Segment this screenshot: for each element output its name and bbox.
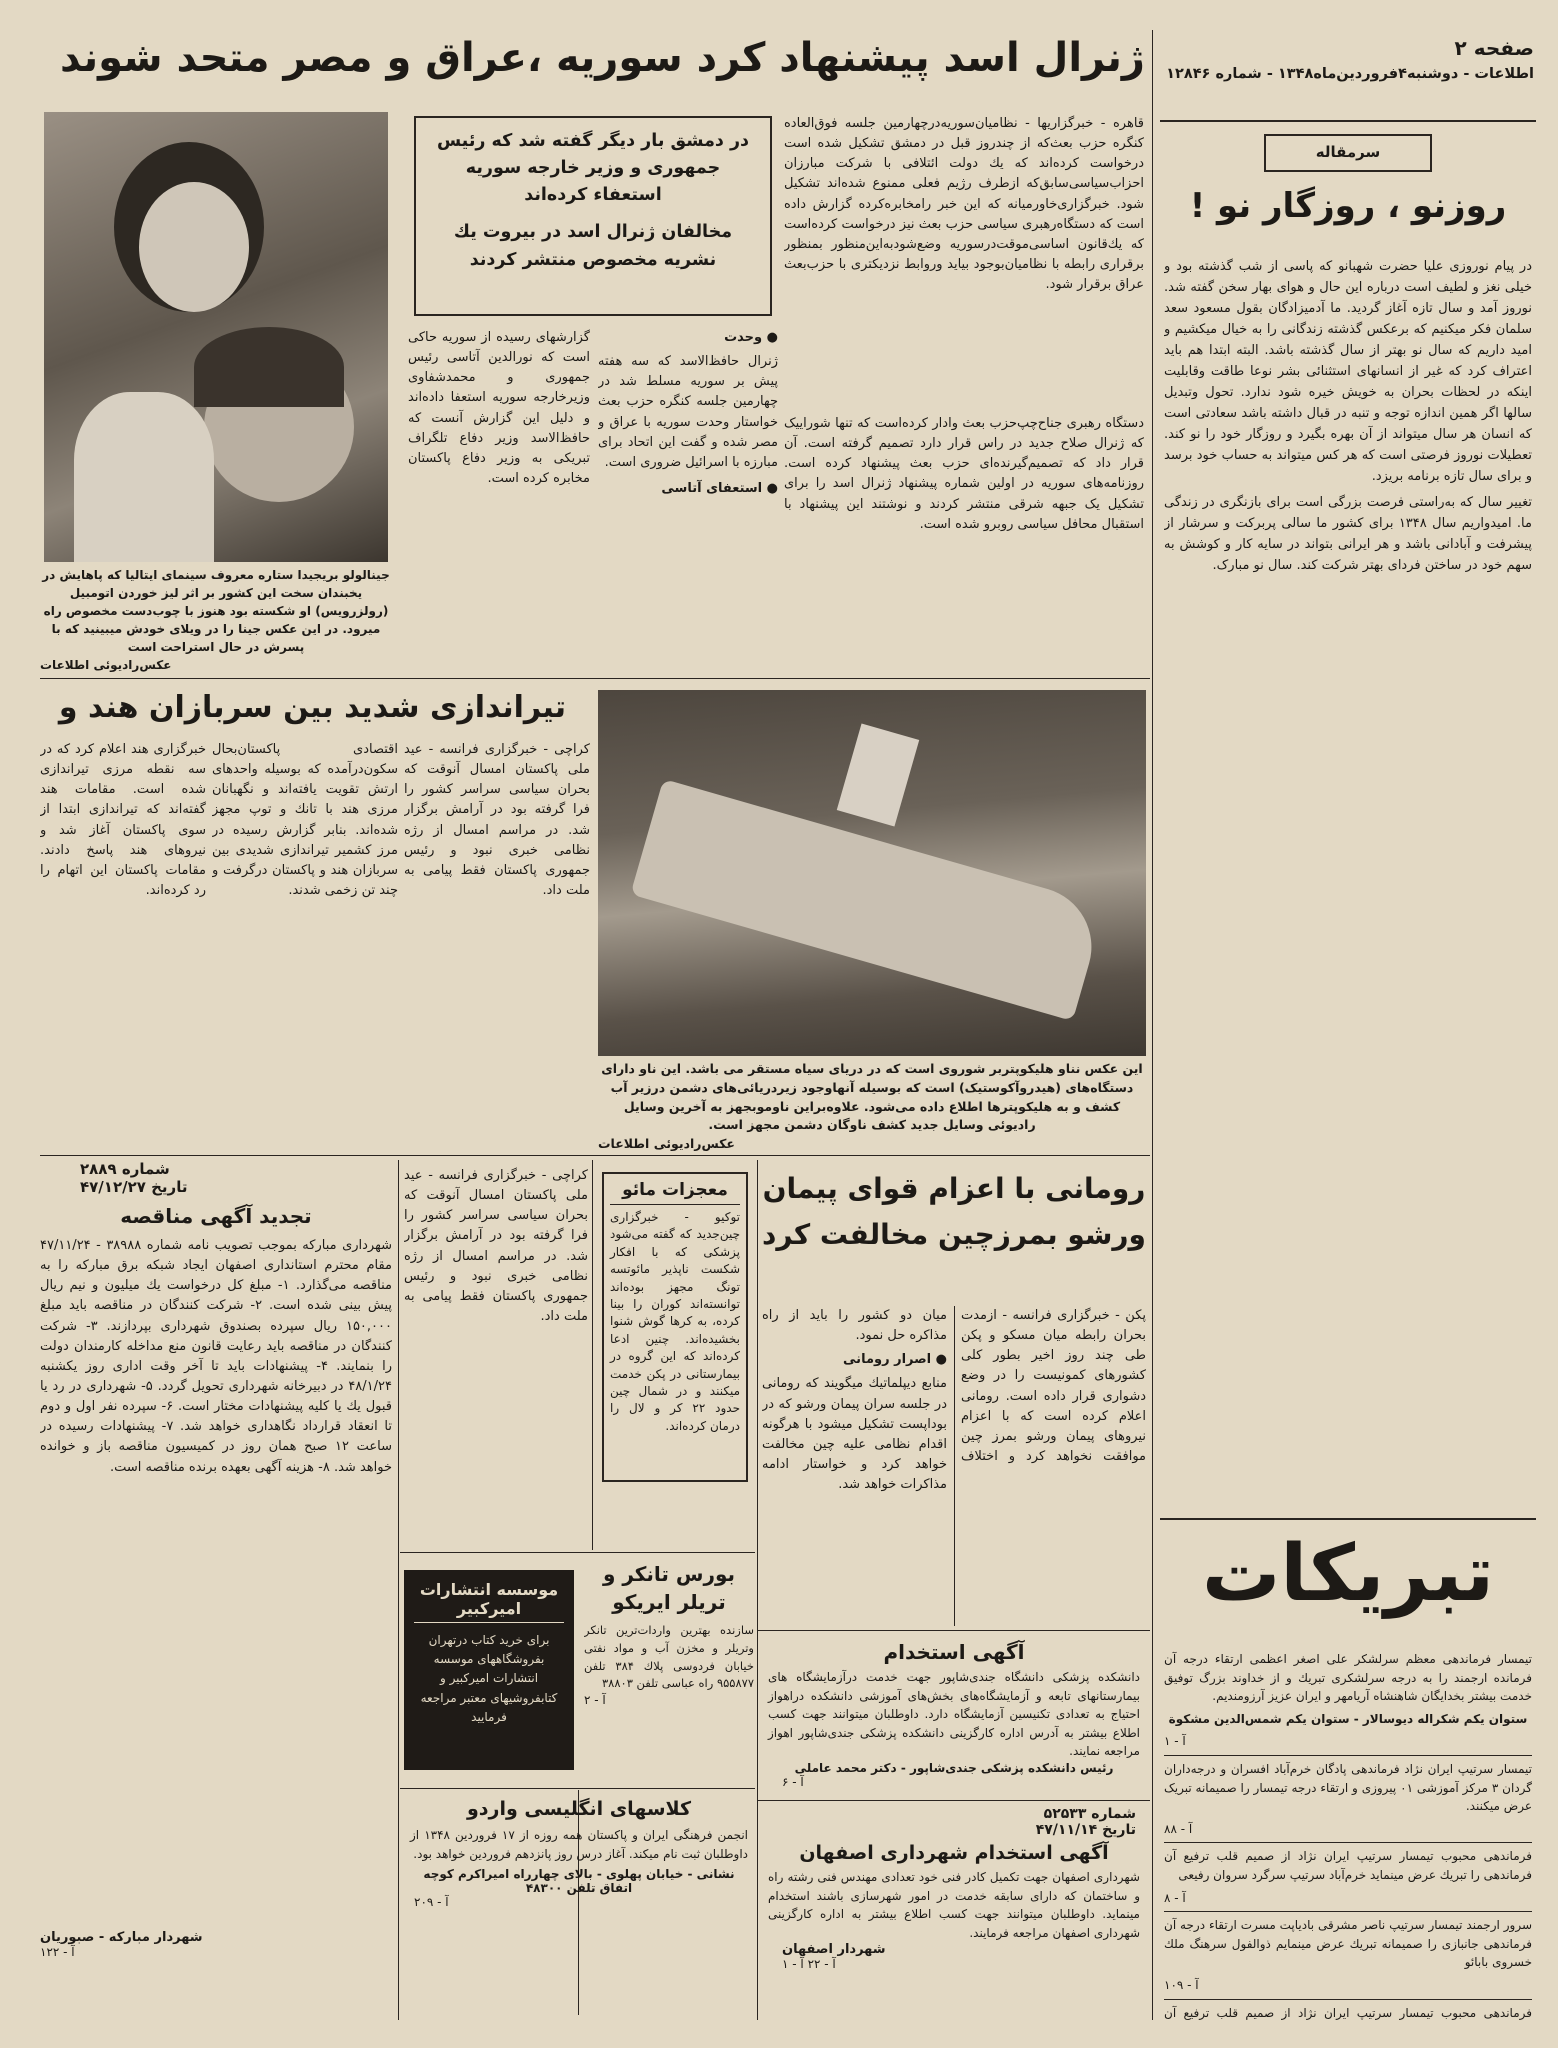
romania-subhead: ● اصرار رومانی	[843, 1352, 947, 1368]
borse-code: آ - ۲	[584, 1693, 606, 1708]
india-col2: اقتصادی پاکستان‌بحال سکون‌درآمده که بوسیله واحدهای ارتش تقویت یافته‌اند و نگهبانان مرزی هند با تانك و توپ مجهز شده‌اند. بنابر گزارش رسیده در مرز کشمیر تیراندازی شدیدی بین سربازان هند و پاکستان درگرفت و چند تن زخمی شدند.	[212, 742, 398, 898]
isfahan-codes: آ - ۲۲ آ - ۱	[782, 1957, 836, 1972]
syria-subhead-1: در دمشق بار دیگر گفته شد که رئیس جمهوری و وزیر خارجه سوریه استعفاء کرده‌اند	[436, 131, 750, 206]
tender-title: تجدید آگهی مناقصه	[120, 1204, 312, 1228]
photo1-caption-box	[40, 566, 392, 674]
romania-text-2: منابع دیپلماتیك میگویند که رومانی در جلسه سران پیمان ورشو که در بوداپست تشکیل میشود با هرگونه اقدام نظامی علیه چین مخالفت خواهد کرد و خواستار ادامه مذاکرات خواهد شد.	[762, 1376, 947, 1493]
syria-col1: قاهره - خبرگزاریها - نظامیان‌سوریه‌درچهارمین جلسه فوق‌العاده کنگره حزب بعث‌که از چندروز قبل در دمشق تشکیل شده است درخواست کرده‌اند که یك دولت ائتلافی با شرکت مبارزان احزاب‌سیاسی‌سابق‌که ازطرف رژیم فعلی ممنوع شده‌اند تشکیل شود. خبرگزاری‌خاورمیانه که این خبر رامخابره‌کرده گزارش داده است که دستگاه‌رهبری سیاسی حزب بعث نیز درخواست کرده‌است که یك‌قانون اساسی‌موقت‌درسوریه وضع‌شودبه‌این‌منظور بمنظور برقراری رابطه با نظامیان‌بوجود بیاید وروابط نزدیکتری با حزب‌بعث عراق برقرار شود.	[784, 116, 1144, 293]
employment-ad	[762, 1636, 1146, 1796]
tender-signature: شهردار مبارکه - صبوریان	[40, 1930, 203, 1945]
employment-title: آگهی استخدام	[883, 1640, 1025, 1664]
tender-code: آ - ۱۲۲	[40, 1945, 75, 1959]
photo-helicopter-carrier	[598, 690, 1146, 1056]
romania-col3: کراچی - خبرگزاری فرانسه - عید ملی پاکستان امسال آنوقت که بحران سیاسی سراسر کشور را فرا گرفته بود در آرامش برگزار شد. در مراسم امسال از رژه نظامی خبری نبود و رئیس جمهوری پاکستان فقط پیامی به ملت داد.	[404, 1168, 588, 1324]
editorial-headline: روزنو ، روزگار نو !	[1189, 186, 1507, 226]
condolence-code-4: آ - ۱۰۹	[1164, 1977, 1199, 1992]
india-col1: کراچی - خبرگزاری فرانسه - عید ملی پاکستان امسال آنوقت که بحران سیاسی سراسر کشور را فرا گرفته بود در آرامش برگزار شد. در مراسم امسال از رژه نظامی خبری نبود و رئیس جمهوری پاکستان فقط پیامی به ملت داد.	[404, 742, 590, 898]
romania-text-1: پکن - خبرگزاری فرانسه - ازمدت بحران رابطه میان مسکو و پکن طی چند روز اخیر بطور کلی کشورهای کمونیست را در وضع دشواری قرار داده است. رومانی اعلام کرده است که با اعزام نیروهای پیمان ورشو بمرز چین موافقت نخواهد کرد و اختلاف میان دو کشور را باید از راه مذاکره حل نمود.	[762, 1308, 1146, 1464]
condolence-list	[1164, 1650, 1532, 2020]
condolence-code-3: آ - ۸	[1164, 1890, 1186, 1905]
photo1-credit: عکس‌رادیوئی اطلاعات	[40, 658, 172, 672]
condolence-title: تبریکات	[1202, 1529, 1494, 1619]
syria-boxed-subheads	[414, 116, 772, 316]
editorial-label-box	[1264, 134, 1432, 172]
syria-subhead-resign: ● استعفای آتاسی	[661, 480, 778, 496]
syria-col3-text: ژنرال حافظ‌الاسد که سه هفته پیش بر سوریه مسلط شد در چهارمین جلسه کنگره حزب بعث خواستار وحدت سوریه با عراق و مصر شده و گفت این اتحاد برای مبارزه با اسرائیل ضروری است.	[598, 354, 778, 470]
english-classes-ad	[404, 1796, 754, 2016]
employment-signature: رئیس دانشکده پزشکی جندی‌شاپور - دکتر محمد عاملی	[794, 1760, 1114, 1775]
condolence-item-4: سرور ارجمند تیمسار سرتیپ ناصر مشرقی بادیاپت مسرت ارتقاء درجه آن فرماندهی جانبازی را صمیمانه تبریك عرض مینمایم ذوالفول سرهنگ ملك خسروی بابائو	[1164, 1918, 1532, 1970]
tender-number: شماره ۲۸۸۹	[80, 1160, 170, 1178]
condolence-item-1: تیمسار فرماندهی معظم سرلشکر علی اصغر اعظمی ارتقاء درجه آن فرمانده ارجمند را به درجه سرلشکری تبریك و از خداوند بزرگ توفیق خدمت بیشتر بخدایگان شاهنشاه آریامهر و ایران عزیز آرزومندیم.	[1164, 1652, 1532, 1704]
isfahan-body: شهرداری اصفهان جهت تکمیل کادر فنی خود تعدادی مهندس فنی رشته راه و ساختمان که دارای سابقه خدمت در امور شهرسازی باشند استخدام مینماید. داوطلبان میتوانند جهت کسب اطلاع بیشتر به اداره کارگزینی شهرداری اصفهان مراجعه فرمایند.	[768, 1870, 1140, 1940]
india-col3: خبرگزاری هند اعلام کرد که در سه نقطه مرزی تیراندازی شده است. مقامات هند گفته‌اند که تیراندازی ابتدا از سوی پاکستان آغاز شد و نیروهای هند پاسخ دادند. مقامات پاکستان این اتهام را رد کرده‌اند.	[40, 742, 206, 898]
mao-title: معجزات مائو	[610, 1180, 740, 1205]
borse-title: بورس تانکر و تریلر ایریکو	[602, 1562, 736, 1614]
editorial-body	[1164, 256, 1532, 1506]
tender-body: شهرداری مبارکه بموجب تصویب نامه شماره ۳۸۹۸۸ - ۴۷/۱۱/۲۴ مقام محترم استانداری اصفهان ایجاد شبکه برق مبارکه را به مناقصه می‌گذارد. ۱- مبلغ کل درخواست یك میلیون و نیم ریال پیش بینی شده است. ۲- شرکت کنندگان در مناقصه باید مبلغ ۱۵۰,۰۰۰ ریال سپرده بصندوق شهرداری بپردازند. ۳- شرکت کنندگان در مناقصه باید رعایت قانون منع مداخله کارمندان دولت را بنمایند. ۴- پیشنهادات باید تا آخر وقت اداری روز یکشنبه ۴۸/۱/۲۴ در دبیرخانه شهرداری تحویل گردد. ۵- شهرداری در رد یا قبول یك یا کلیه پیشنهادات مختار است. ۶- سپرده نفر اول و دوم تا انعقاد قرارداد نگاهداری خواهد شد. ۷- پیشنهادات رسیده در ساعت ۱۲ صبح همان روز در کمیسیون مناقصه باز و خوانده خواهد شد. ۸- هزینه آگهی بعهده برنده مناقصه است.	[40, 1238, 392, 1475]
masthead	[1162, 36, 1534, 116]
borse-ad	[584, 1560, 754, 1785]
condolence-item-2: تیمسار سرتیپ ایران نژاد فرماندهی پادگان خرم‌آباد افسران و درجه‌داران گردان ۳ مرکز آموزشی ۰۱ پیروزی و ارتقاء درجه تیمسار را صمیمانه تبریک عرض میکنند.	[1164, 1761, 1532, 1814]
editorial-label: سرمقاله	[1315, 143, 1381, 161]
photo2-caption: این عکس نناو هلیکوپتربر شوروی است که در دریای سیاه مستقر می باشد. این ناو دارای دستگاه‌های (هیدروآکوستیک) است که بوسیله آنهاوجود زیردریائی‌های دشمن درزیر آب کشف و به هلیکوپترها اطلاع داده می‌شود. علاوه‌براین ناوموبجهز به آخرین وسایل رادیوئی وسایل جدید کشف ناوگان دشمن مجهز است.	[601, 1061, 1143, 1133]
publisher-ad	[404, 1570, 574, 1770]
editorial-paragraph-2: تغییر سال که به‌راستی فرصت بزرگی است برای بازنگری در زندگی ما. امیدواریم سال ۱۳۴۸ برای کشور ما سالی پربرکت و سرشار از پیشرفت و آبادانی باشد و هر ایرانی بتواند در سایه کار و کوشش به سهم خود در ساختن فردای بهتر شرکت کند. سال نو مبارک.	[1164, 494, 1532, 573]
page-label: صفحه ۲	[1454, 36, 1534, 60]
english-address: نشانی - خیابان پهلوی - بالای چهارراه امیراکرم کوچه اتفاق تلفن ۴۸۳۰۰	[423, 1867, 735, 1896]
employment-body: دانشکده پزشکی دانشگاه جندی‌شاپور جهت خدمت درآزمایشگاه های بیمارستانهای تابعه و آزمایشگاه‌های بخش‌های آموزشی دانشکده دراهواز احتیاج به تعدادی تکنیسین آزمایشگاه دارد. داوطلبان میتوانند جهت کسب اطلاع بیشتر به آدرس اداره کارگزینی دانشکده پزشکی جندی‌شاپور اهواز مراجعه نمایند.	[768, 1670, 1140, 1759]
photo1-caption: جینالولو بریجیدا ستاره معروف سینمای ایتالیا که پاهایش در یخبندان سخت این کشور بر اثر لیز خوردن اتومبیل (رولزرویس) او شکسته بود هنوز با چوب‌دست مخصوص راه میرود. در این عکس جینا را در ویلای خودش میبینید که با پسرش در حال استراحت است	[42, 568, 390, 654]
employment-code: آ - ۶	[782, 1774, 804, 1789]
borse-body: سازنده بهترین واردات‌ترین تانکر وتریلر و مخزن آب و مواد نفتی خیابان فردوسی پلاك ۳۸۴ تلفن ۹۵۵۸۷۷ راه عباسی تلفن ۳۸۸۰۳	[584, 1623, 754, 1691]
photo2-credit: عکس‌رادیوئی اطلاعات	[598, 1136, 735, 1151]
syria-subhead-2: مخالفان ژنرال اسد در بیروت یك نشریه مخصوص منتشر کردند	[453, 222, 733, 270]
romania-body	[762, 1306, 1146, 1626]
syria-col2: دستگاه رهبری جناح‌چپ‌حزب بعث وادار کرده‌است که تنها شوراییک که ژنرال صلاح جدید در راس قرار دارد تصمیم گرفته است. آن قرار داد که تصمیم‌گیرنده‌ای حزب بعث پیشنهاد کرده است. روزنامه‌های سوریه در اولین شماره پیشنهاد ژنرال اسد را برای تشکیل یک جبهه شرقی منتشر کردند و نوشتند این پیشنهاد با استقبال محافل سیاسی روبرو شده است.	[784, 416, 1144, 532]
condolence-item-3: فرماندهی محبوب تیمسار سرتیپ ایران نژاد از صمیم قلب ترفیع آن فرماندهی را تبریك عرض مینماید خرم‌آباد سرتیپ سرگرد سروان رفیعی	[1164, 1849, 1532, 1882]
isfahan-title: آگهی استخدام شهرداری اصفهان	[799, 1842, 1109, 1864]
india-headline: تیراندازی شدید بین سربازان هند و	[58, 690, 567, 725]
english-title: کلاسهای انگلیسی واردو	[466, 1798, 692, 1820]
syria-col3	[598, 328, 778, 674]
english-code: آ - ۲۰۹	[414, 1895, 449, 1910]
isfahan-date: تاریخ ۴۷/۱۱/۱۴	[1035, 1822, 1136, 1838]
photo-gina-lollobrigida	[44, 112, 388, 562]
mao-body: توکیو - خبرگزاری چین‌جدید که گفته می‌شود پزشکی که با افکار شکست ناپذیر مائوتسه تونگ مجهز بوده‌اند توانسته‌اند کوران را بینا کرده، به کرها گوش شنوا بخشیده‌اند. چنین ادعا کرده‌اند که این گروه در بیمارستانی در پکن خدمت میکنند و در شمال چین حدود ۲۲ کر و لال را درمان کرده‌اند.	[610, 1210, 741, 1433]
publisher-title: موسسه انتشارات امیرکبیر	[414, 1580, 564, 1623]
editorial-paragraph-1: در پیام نوروزی علیا حضرت شهبانو که پاسی از شب گذشته بود و خیلی نغز و لطیف است درباره این حال و هوای بهار سخن گفته شد. نوروز آمد و سال تازه آغاز گردید. ما آدمیزادگان بقول مسعود سعد سلمان فکر میکنیم که برعکس گذشته زندگانی را به خیال میکشیم و امید داریم که سال نو بهتر از سال گذشته باشد. البته ابتدا هم باید اعتراف کرد که غیر از انسانهای استثنائی بشر نوعا طاقت وقابلیت اینکه در لحظات بحران به خویش خیره شود ندارد. تحول وتبدیل سالها اگر همین اندازه توجه و تنبه در قبال داشته باشد سعادتی است که انسان هر سال میتواند از آن بهره بگیرد و روزگار خود را نو کند. تعطیلات نوروز فرصتی است که هر کس میتواند به حساب خود برسد و برای سال تازه برنامه بریزد.	[1164, 259, 1532, 485]
tender-date: تاریخ ۴۷/۱۲/۲۷	[80, 1178, 188, 1196]
dateline: اطلاعات - دوشنبه۴فروردین‌ماه۱۳۴۸ - شماره ۱۲۸۴۶	[1166, 66, 1534, 82]
condolence-code-1: آ - ۱	[1164, 1734, 1186, 1749]
condolence-item-5: فرماندهی محبوب تیمسار سرتیپ ایران نژاد از صمیم قلب ترفیع آن	[1164, 2005, 1532, 2020]
isfahan-number: شماره ۵۲۵۳۳	[1043, 1806, 1136, 1822]
tender-ad	[40, 1160, 392, 2015]
mao-box	[602, 1172, 748, 1482]
condolence-code-2: آ - ۸۸	[1164, 1821, 1193, 1836]
main-headline: ژنرال اسد پیشنهاد کرد سوریه ،عراق و مصر متحد شوند	[60, 35, 1145, 81]
romania-headline: رومانی با اعزام قوای پیمان ورشو بمرزچین مخالفت کرد	[762, 1172, 1146, 1252]
photo2-caption-box	[598, 1060, 1146, 1152]
isfahan-ad	[762, 1806, 1146, 2016]
isfahan-signature: شهردار اصفهان	[782, 1942, 886, 1958]
condolence-sign: ستوان یکم شکراله دیوسالار - ستوان یکم شمس‌الدین مشکوة	[1168, 1711, 1528, 1726]
syria-subhead-unity: ● وحدت	[724, 330, 778, 345]
publisher-body: برای خرید کتاب درتهران بفروشگاههای موسسه انتشارات امیرکبیر و کتابفروشیهای معتبر مراجعه فرمایید	[420, 1633, 558, 1724]
syria-col4: گزارشهای رسیده از سوریه حاکی است که نورالدین آتاسی رئیس جمهوری و محمدشفاوی وزیرخارجه سوریه استعفا داده‌اند و دلیل این گزارش آنست که حافظ‌الاسد وزیر دفاع تلگراف تبریکی به وزیر دفاع پاکستان مخابره کرده است.	[408, 330, 590, 486]
english-body: انجمن فرهنگی ایران و پاکستان همه روزه از ۱۷ فروردین ۱۳۴۸ از داوطلبان ثبت نام میکند. آغاز درس روز پانزدهم فروردین خواهد بود.	[410, 1828, 748, 1861]
